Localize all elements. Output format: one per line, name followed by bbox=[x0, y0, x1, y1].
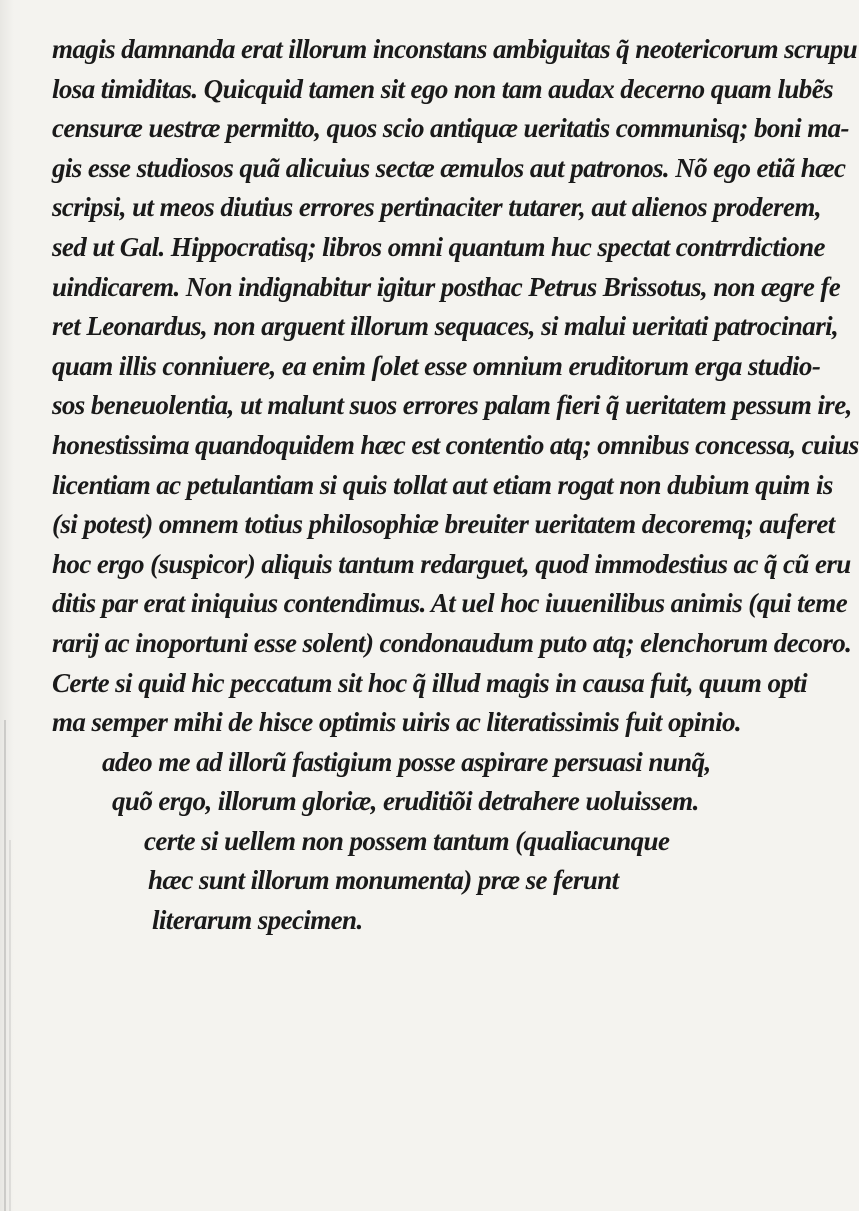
text-line: ditis par erat iniquius contendimus. At uel hoc iuuenilibus animis (qui teme bbox=[52, 588, 848, 619]
text-line: (si potest) omnem totius philosophiæ breuiter ueritatem decoremq; auferet bbox=[52, 509, 835, 540]
text-line: quõ ergo, illorum gloriæ, eruditiõi detrahere uoluissem. bbox=[112, 786, 699, 817]
text-line: sos beneuolentia, ut malunt suos errores palam fieri q̃ ueritatem pessum ire, bbox=[52, 390, 852, 421]
text-line: magis damnanda erat illorum inconstans ambiguitas q̃ neotericorum scrupu bbox=[52, 34, 858, 64]
text-line: gis esse studiosos quã alicuius sectæ æmulos aut patronos. Nõ ego etiã hæc bbox=[52, 152, 846, 183]
text-line: rarij ac inoportuni esse solent) condonaudum puto atq; elenchorum decoro. bbox=[52, 627, 852, 658]
text-line: losa timiditas. Quicquid tamen sit ego non tam audax decerno quam lubẽs bbox=[52, 73, 833, 104]
text-line: adeo me ad illorũ fastigium posse aspirare persuasi nunq̃, bbox=[102, 746, 711, 777]
text-line: ma semper mihi de hisce optimis uiris ac literatissimis fuit opinio. bbox=[52, 707, 742, 738]
text-line: censuræ uestræ permitto, quos scio antiquæ ueritatis communisq; boni ma- bbox=[52, 113, 849, 144]
body-text bbox=[52, 30, 859, 941]
text-line: hæc sunt illorum monumenta) præ se ferunt bbox=[148, 865, 619, 896]
text-line: uindicarem. Non indignabitur igitur posthac Petrus Brissotus, non ægre fe bbox=[52, 271, 841, 302]
text-line: literarum specimen. bbox=[152, 905, 363, 936]
text-line: honestissima quandoquidem hæc est contentio atq; omnibus concessa, cuius bbox=[52, 429, 859, 460]
text-line: scripsi, ut meos diutius errores pertinaciter tutarer, aut alienos proderem, bbox=[52, 192, 821, 223]
binding-shadow bbox=[4, 720, 6, 1211]
text-line: sed ut Gal. Hippocratisq; libros omni quantum huc spectat contrrdictione bbox=[52, 231, 825, 262]
binding-shadow-secondary bbox=[9, 840, 11, 1211]
text-line: quam illis conniuere, ea enim ſolet esse omnium eruditorum erga studio- bbox=[52, 350, 821, 381]
text-line: licentiam ac petulantiam si quis tollat aut etiam rogat non dubium quim is bbox=[52, 469, 833, 500]
text-line: ret Leonardus, non arguent illorum sequaces, si malui ueritati patrocinari, bbox=[52, 311, 839, 342]
text-line: certe si uellem non possem tantum (qualiacunque bbox=[144, 825, 670, 856]
text-line: Certe si quid hic peccatum sit hoc q̃ illud magis in causa fuit, quum opti bbox=[52, 667, 808, 698]
text-line: hoc ergo (suspicor) aliquis tantum redarguet, quod immodestius ac q̃ cũ eru bbox=[52, 548, 851, 579]
